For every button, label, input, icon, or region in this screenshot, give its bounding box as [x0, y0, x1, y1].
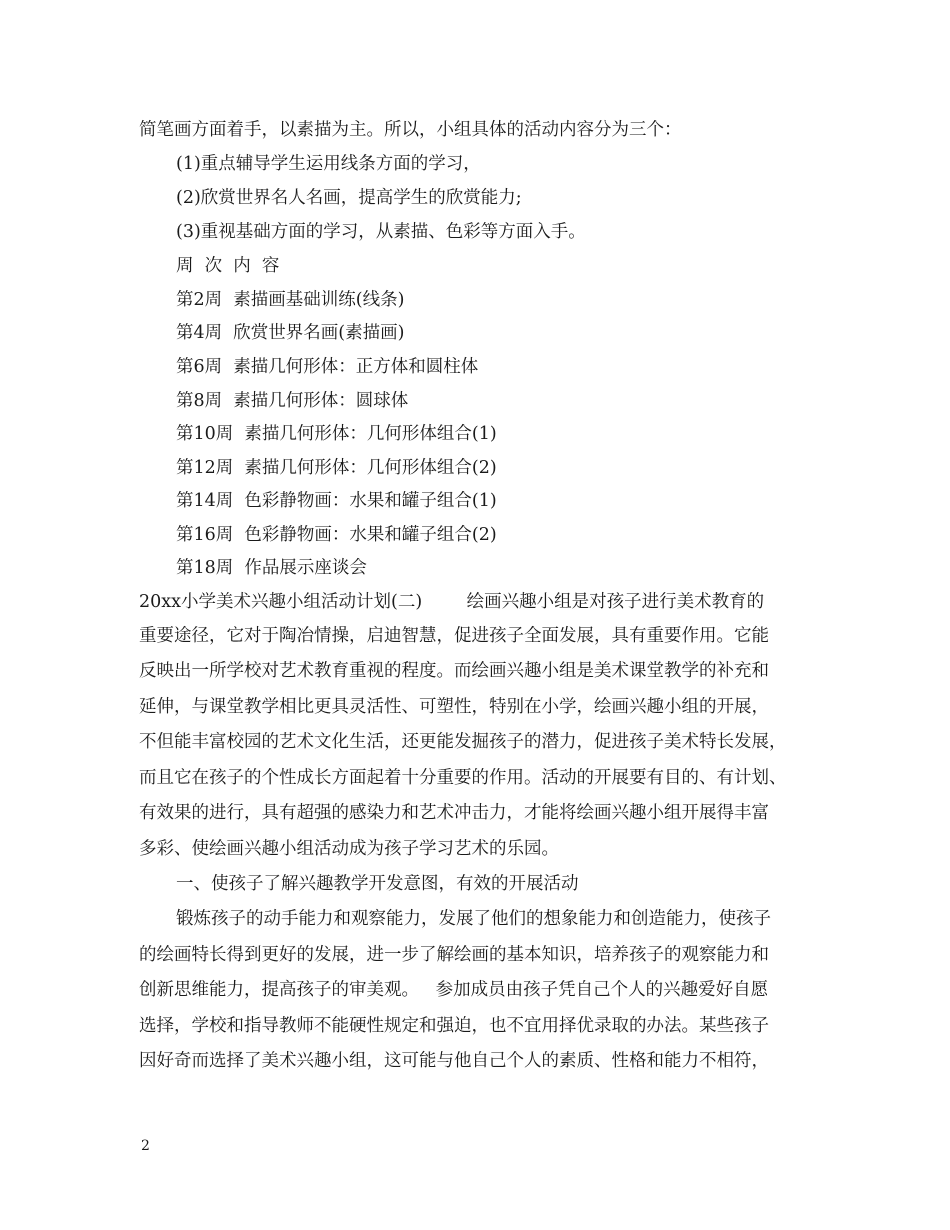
schedule-row: 第4周 欣赏世界名画(素描画)	[176, 323, 405, 343]
list-item: (1)重点辅导学生运用线条方面的学习，	[176, 154, 481, 174]
schedule-row: 第18周 作品展示座谈会	[176, 558, 367, 578]
schedule-row: 第2周 素描画基础训练(线条)	[176, 290, 405, 310]
schedule-row: 第8周 素描几何形体：圆球体	[176, 391, 409, 411]
page-number: 2	[141, 1138, 150, 1154]
text-line: 因好奇而选择了美术兴趣小组，这可能与他自己个人的素质、性格和能力不相符，	[139, 1051, 769, 1071]
schedule-row: 第6周 素描几何形体：正方体和圆柱体	[176, 357, 479, 377]
text-line: 多彩、使绘画兴趣小组活动成为孩子学习艺术的乐园。	[139, 839, 559, 859]
text-line: 反映出一所学校对艺术教育重视的程度。而绘画兴趣小组是美术课堂教学的补充和	[139, 661, 769, 681]
text-line: 而且它在孩子的个性成长方面起着十分重要的作用。活动的开展要有目的、有计划、	[139, 768, 787, 788]
text-line: 有效果的进行，具有超强的感染力和艺术冲击力，才能将绘画兴趣小组开展得丰富	[139, 803, 769, 823]
schedule-header: 周 次 内 容	[176, 256, 280, 276]
section-heading: 一、使孩子了解兴趣教学开发意图，有效的开展活动	[176, 874, 579, 894]
schedule-row: 第14周 色彩静物画：水果和罐子组合(1)	[176, 491, 497, 511]
list-item: (2)欣赏世界名人名画，提高学生的欣赏能力;	[176, 188, 522, 208]
text-line: 的绘画特长得到更好的发展，进一步了解绘画的基本知识，培养孩子的观察能力和	[139, 945, 769, 965]
text-line: 创新思维能力，提高孩子的审美观。 参加成员由孩子凭自己个人的兴趣爱好自愿	[139, 980, 769, 1000]
section-title-line: 20xx小学美术兴趣小组活动计划(二) 绘画兴趣小组是对孩子进行美术教育的	[139, 592, 765, 612]
schedule-row: 第16周 色彩静物画：水果和罐子组合(2)	[176, 525, 497, 545]
text-line: 不但能丰富校园的艺术文化生活，还更能发掘孩子的潜力，促进孩子美术特长发展，	[139, 732, 787, 752]
text-line: 选择，学校和指导教师不能硬性规定和强迫，也不宜用择优录取的办法。某些孩子	[139, 1016, 769, 1036]
text-line: 锻炼孩子的动手能力和观察能力，发展了他们的想象能力和创造能力，使孩子	[176, 909, 771, 929]
text-line: 延伸，与课堂教学相比更具灵活性、可塑性，特别在小学，绘画兴趣小组的开展，	[139, 697, 769, 717]
list-item: (3)重视基础方面的学习，从素描、色彩等方面入手。	[176, 222, 586, 242]
text-line: 简笔画方面着手，以素描为主。所以，小组具体的活动内容分为三个：	[139, 120, 682, 140]
text-line: 重要途径，它对于陶冶情操，启迪智慧，促进孩子全面发展，具有重要作用。它能	[139, 626, 769, 646]
schedule-row: 第10周 素描几何形体：几何形体组合(1)	[176, 424, 497, 444]
schedule-row: 第12周 素描几何形体：几何形体组合(2)	[176, 458, 497, 478]
